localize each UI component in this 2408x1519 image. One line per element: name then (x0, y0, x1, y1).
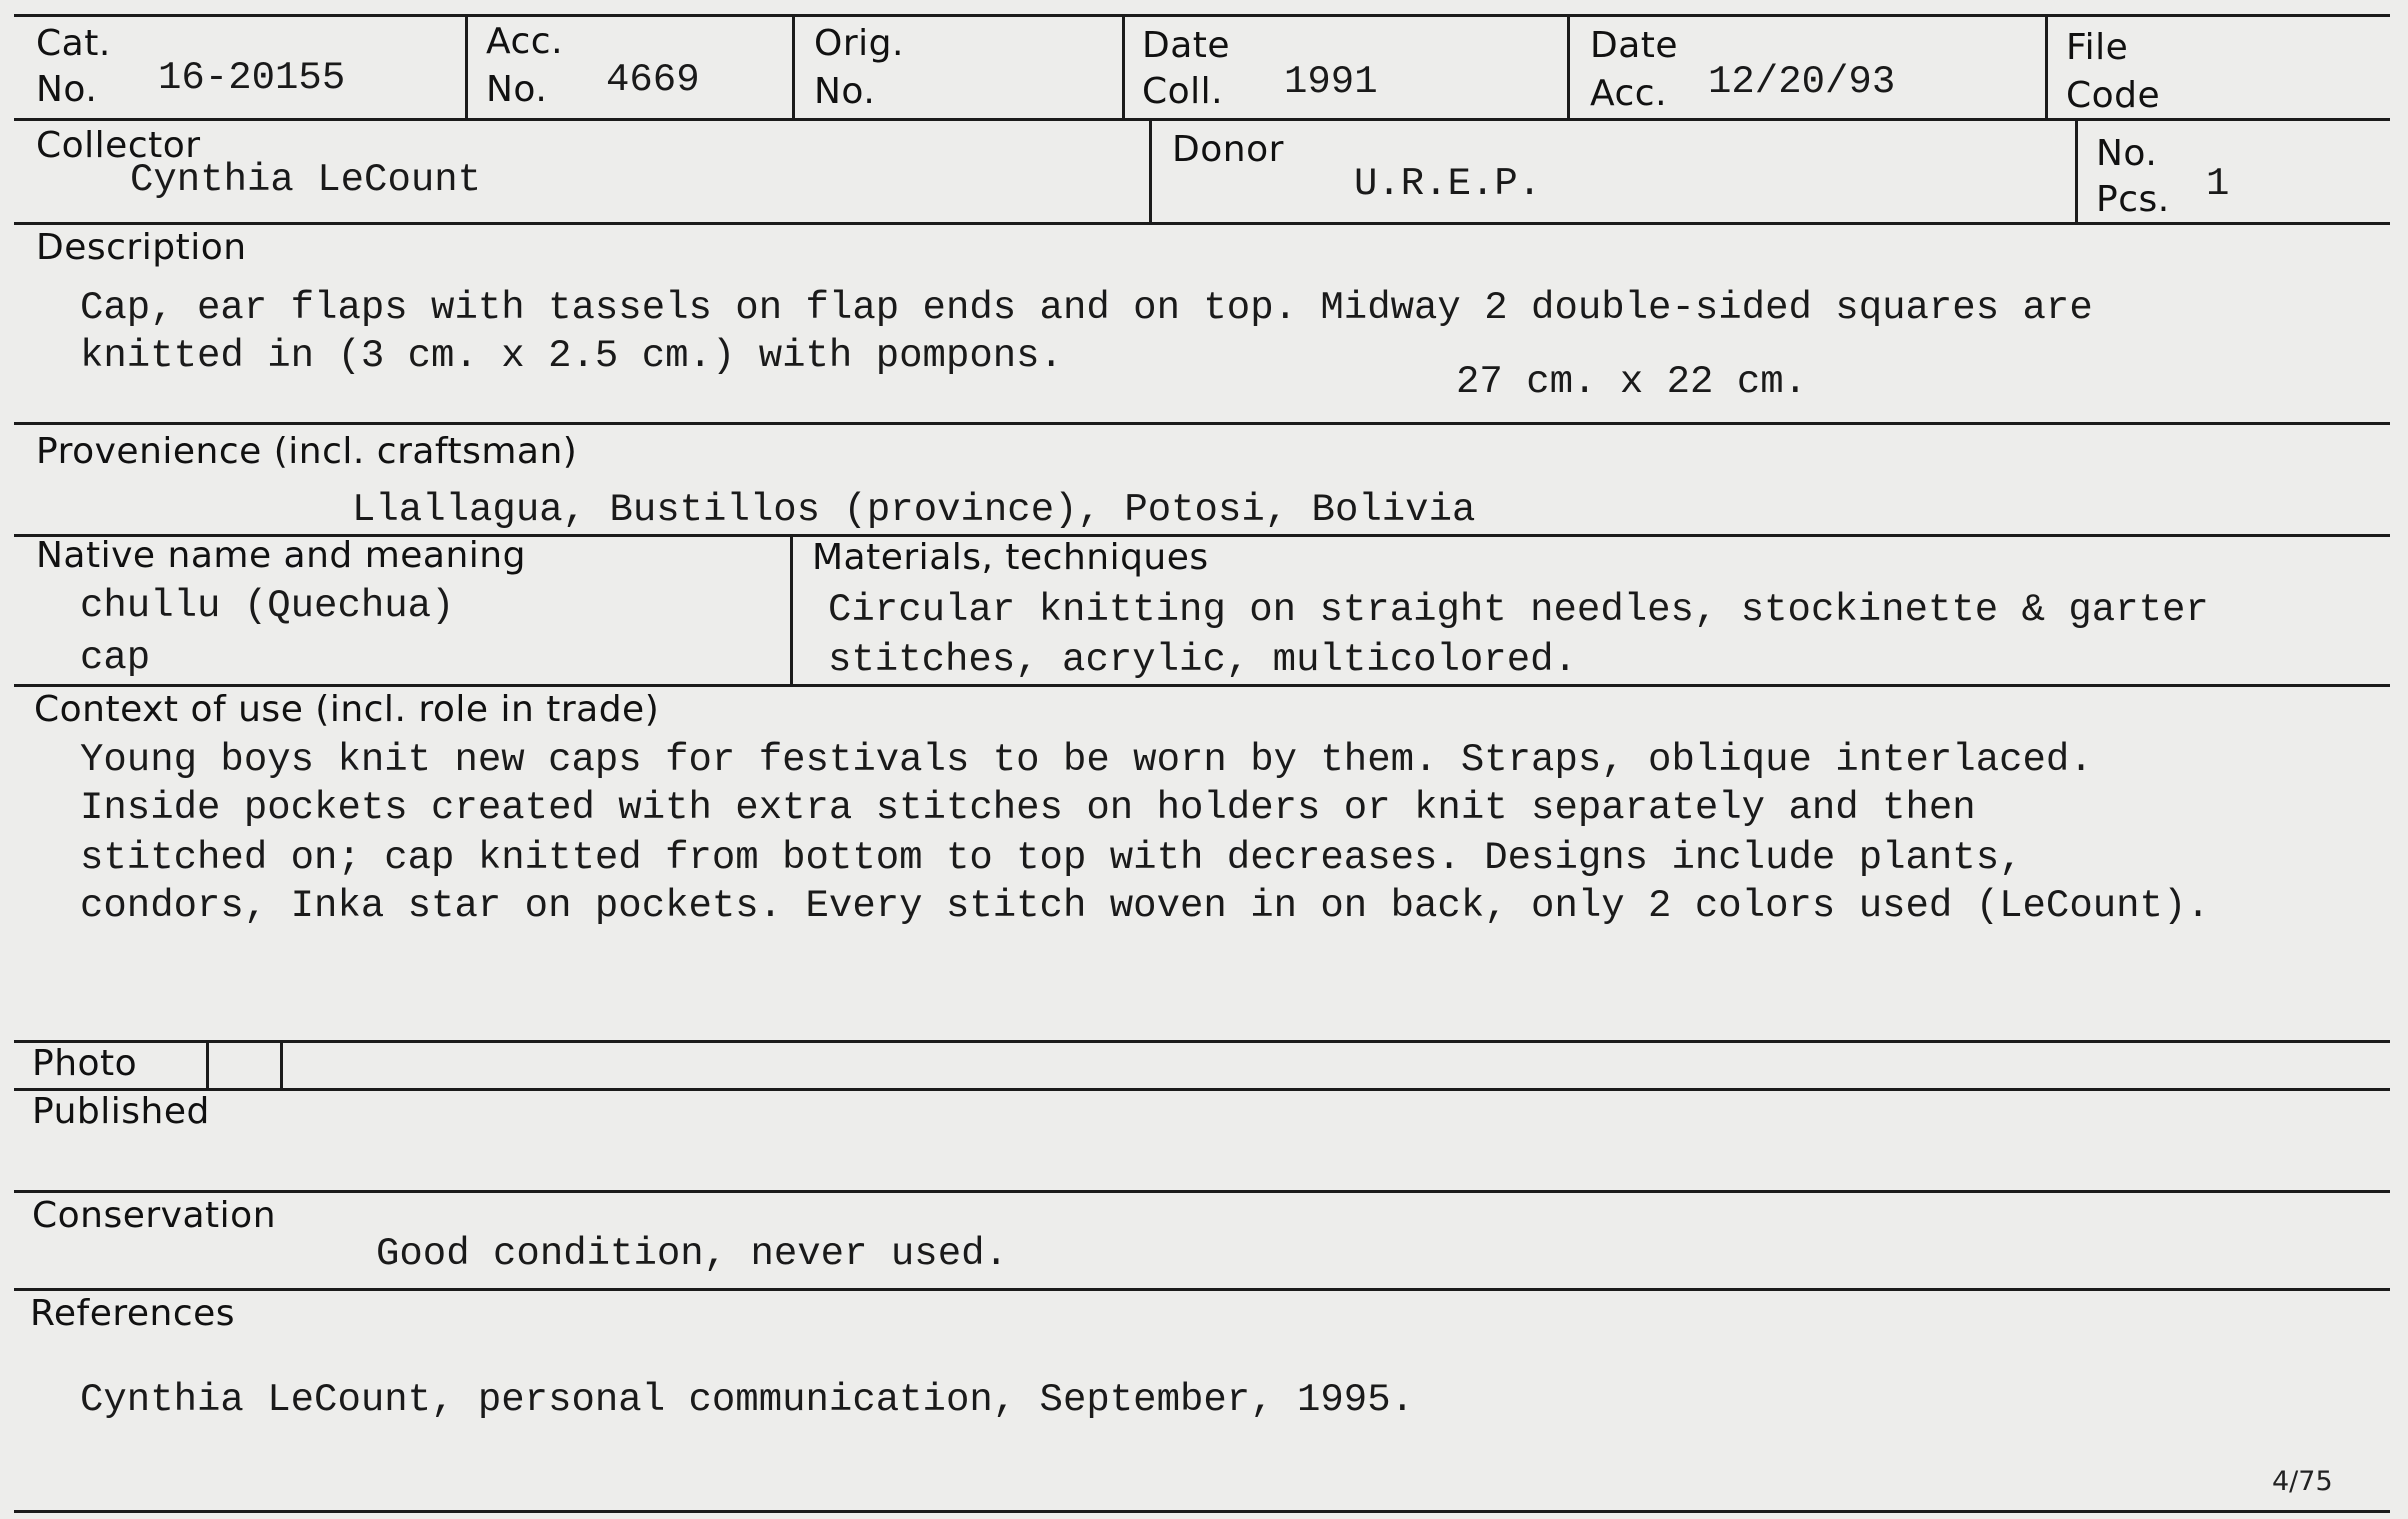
collector-label: Collector (36, 125, 201, 166)
date-acc-value: 12/20/93 (1708, 60, 1896, 104)
context-line-2: Inside pockets created with extra stitches on holders or knit separately and then (80, 786, 1976, 830)
context-label: Context of use (incl. role in trade) (34, 689, 660, 730)
native-name-line-2: cap (80, 636, 151, 680)
date-acc-label-top: Date (1590, 25, 1679, 66)
photo-label: Photo (32, 1043, 138, 1084)
divider-dateacc-filecode (2045, 14, 2048, 120)
references-label: References (30, 1293, 236, 1334)
context-line-4: condors, Inka star on pockets. Every stitch woven in on back, only 2 colors used (LeCount). (80, 884, 2210, 928)
rule-published-bottom (14, 1190, 2390, 1193)
rule-photo-bottom (14, 1088, 2390, 1091)
cat-no-label-top: Cat. (36, 23, 111, 64)
donor-value: U.R.E.P. (1354, 162, 1542, 206)
published-label: Published (32, 1091, 210, 1132)
materials-line-2: stitches, acrylic, multicolored. (828, 638, 1577, 682)
date-coll-label-top: Date (1142, 25, 1231, 66)
file-code-label-bottom: Code (2066, 75, 2161, 116)
rule-description-bottom (14, 422, 2390, 425)
cat-no-value: 16-20155 (158, 56, 346, 100)
date-coll-label-bottom: Coll. (1142, 71, 1224, 112)
date-acc-label-bottom: Acc. (1590, 73, 1668, 114)
pcs-label-bottom: Pcs. (2096, 179, 2170, 220)
donor-label: Donor (1172, 129, 1284, 170)
photo-box-divider-1 (206, 1040, 209, 1090)
photo-box-divider-2 (280, 1040, 283, 1090)
rule-top (14, 14, 2390, 17)
divider-orig-datecoll (1122, 14, 1125, 120)
rule-people-bottom (14, 222, 2390, 225)
form-code: 4/75 (2272, 1466, 2333, 1497)
divider-donor-pcs (2075, 118, 2078, 224)
file-code-label-top: File (2066, 27, 2129, 68)
context-line-3: stitched on; cap knitted from bottom to top with decreases. Designs include plants, (80, 836, 2023, 880)
materials-label: Materials, techniques (812, 537, 1209, 578)
orig-no-label-bottom: No. (814, 71, 876, 112)
divider-collector-donor (1149, 118, 1152, 224)
rule-header-bottom (14, 118, 2390, 121)
native-name-line-1: chullu (Quechua) (80, 584, 455, 628)
pcs-label-top: No. (2096, 133, 2158, 174)
acc-no-value: 4669 (606, 58, 700, 102)
context-line-1: Young boys knit new caps for festivals to be worn by them. Straps, oblique interlaced. (80, 738, 2093, 782)
description-label: Description (36, 227, 247, 268)
provenience-label: Provenience (incl. craftsman) (36, 431, 578, 472)
cat-no-label-bottom: No. (36, 69, 98, 110)
materials-line-1: Circular knitting on straight needles, stockinette & garter (828, 588, 2209, 632)
description-line-1: Cap, ear flaps with tassels on flap ends and on top. Midway 2 double-sided squares are (80, 286, 2093, 330)
provenience-value: Llallagua, Bustillos (province), Potosi, Bolivia (352, 488, 1476, 532)
divider-acc-orig (792, 14, 795, 120)
date-coll-value: 1991 (1284, 60, 1378, 104)
description-dimensions: 27 cm. x 22 cm. (1456, 360, 1808, 404)
divider-cat-acc (465, 14, 468, 120)
collector-value: Cynthia LeCount (130, 158, 482, 202)
conservation-value: Good condition, never used. (376, 1232, 1008, 1276)
divider-datecoll-dateacc (1567, 14, 1570, 120)
divider-native-materials (790, 534, 793, 686)
conservation-label: Conservation (32, 1195, 277, 1236)
rule-photo-top (14, 1040, 2390, 1043)
native-name-label: Native name and meaning (36, 535, 526, 576)
rule-card-bottom (14, 1510, 2390, 1513)
rule-conservation-bottom (14, 1288, 2390, 1291)
description-line-2: knitted in (3 cm. x 2.5 cm.) with pompons. (80, 334, 1063, 378)
references-value: Cynthia LeCount, personal communication, September, 1995. (80, 1378, 1415, 1422)
acc-no-label-bottom: No. (486, 69, 548, 110)
orig-no-label-top: Orig. (814, 23, 904, 64)
acc-no-label-top: Acc. (486, 21, 564, 62)
pcs-value: 1 (2206, 162, 2230, 206)
